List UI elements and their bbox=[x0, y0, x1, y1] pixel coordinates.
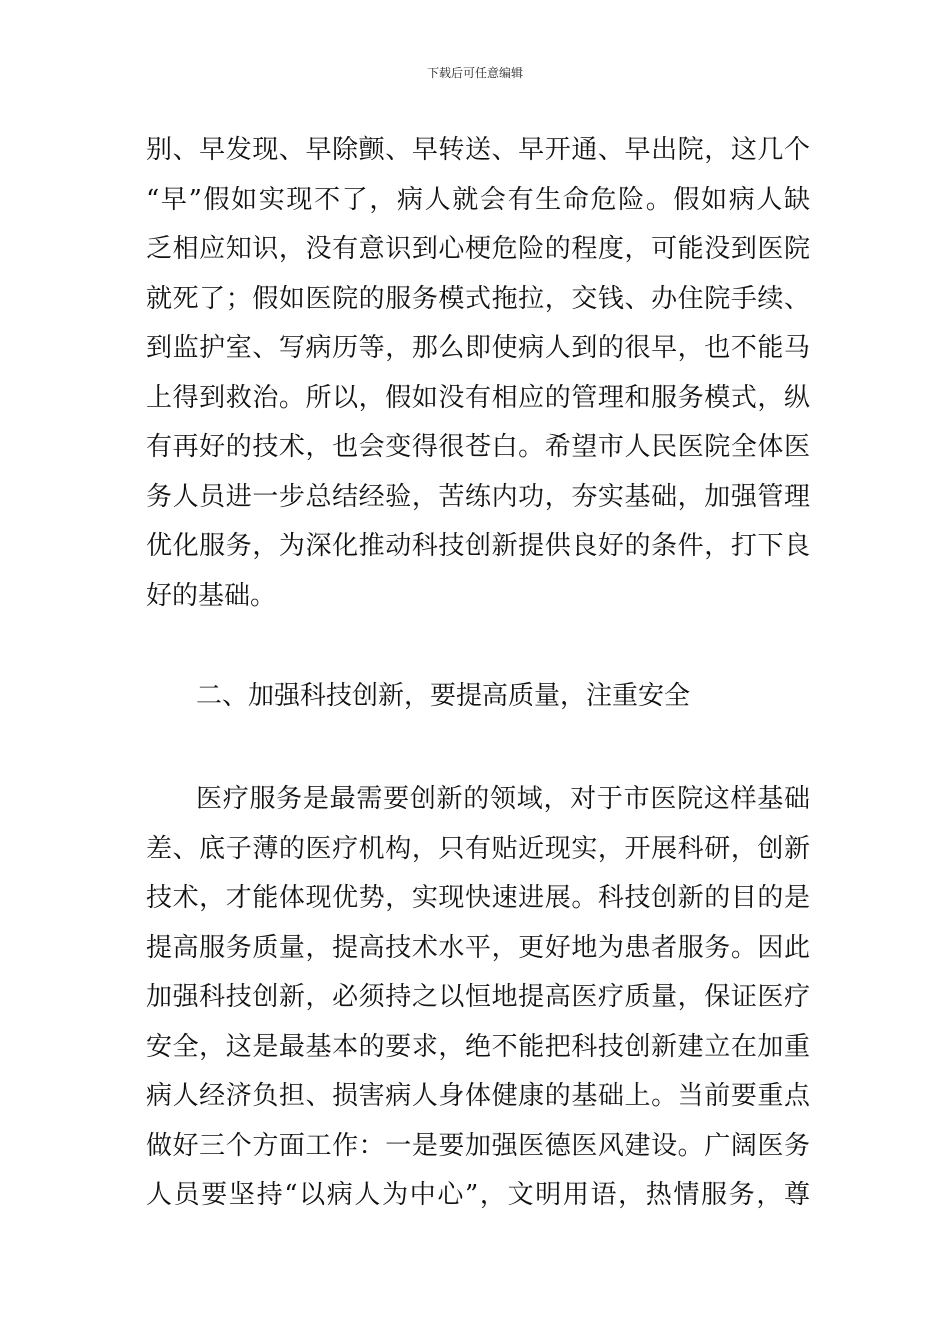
page-header: 下载后可任意编辑 bbox=[426, 66, 523, 80]
text-line: 优化服务，为深化推动科技创新提供良好的条件，打下良 bbox=[146, 531, 810, 561]
text-line: 做好三个方面工作：一是要加强医德医风建设。广阔医务 bbox=[146, 1130, 810, 1161]
text-line: 病人经济负担、损害病人身体健康的基础上。当前要重点 bbox=[146, 1081, 810, 1111]
text-line: 人员要坚持“以病人为中心”，文明用语，热情服务，尊 bbox=[146, 1180, 810, 1210]
text-line: 提高服务质量，提高技术水平，更好地为患者服务。因此 bbox=[146, 932, 810, 963]
text-line: 别、早发现、早除颤、早转送、早开通、早出院，这几个 bbox=[146, 135, 810, 165]
text-line: 乏相应知识，没有意识到心梗危险的程度，可能没到医院 bbox=[146, 234, 810, 264]
text-line: 好的基础。 bbox=[146, 580, 277, 611]
text-line: 安全，这是最基本的要求，绝不能把科技创新建立在加重 bbox=[146, 1031, 810, 1062]
text-line: 差、底子薄的医疗机构，只有贴近现实，开展科研，创新 bbox=[146, 833, 810, 864]
text-line: “早”假如实现不了，病人就会有生命危险。假如病人缺 bbox=[146, 184, 810, 215]
text-line: 加强科技创新，必须持之以恒地提高医疗质量，保证医疗 bbox=[146, 982, 810, 1012]
text-line: 有再好的技术，也会变得很苍白。希望市人民医院全体医 bbox=[146, 432, 810, 462]
section-heading: 二、加强科技创新，要提高质量，注重安全 bbox=[196, 681, 691, 711]
text-line: 就死了；假如医院的服务模式拖拉，交钱、办住院手续、 bbox=[146, 283, 810, 314]
paragraph bbox=[146, 775, 810, 1221]
text-line: 务人员进一步总结经验，苦练内功，夯实基础，加强管理 bbox=[146, 481, 810, 512]
text-line: 医疗服务是最需要创新的领域，对于市医院这样基础 bbox=[196, 784, 810, 814]
text-line: 到监护室、写病历等，那么即使病人到的很早，也不能马 bbox=[146, 333, 810, 363]
text-line: 技术，才能体现优势，实现快速进展。科技创新的目的是 bbox=[146, 883, 810, 913]
paragraph-continued bbox=[146, 126, 810, 621]
text-line: 上得到救治。所以，假如没有相应的管理和服务模式，纵 bbox=[146, 382, 810, 413]
